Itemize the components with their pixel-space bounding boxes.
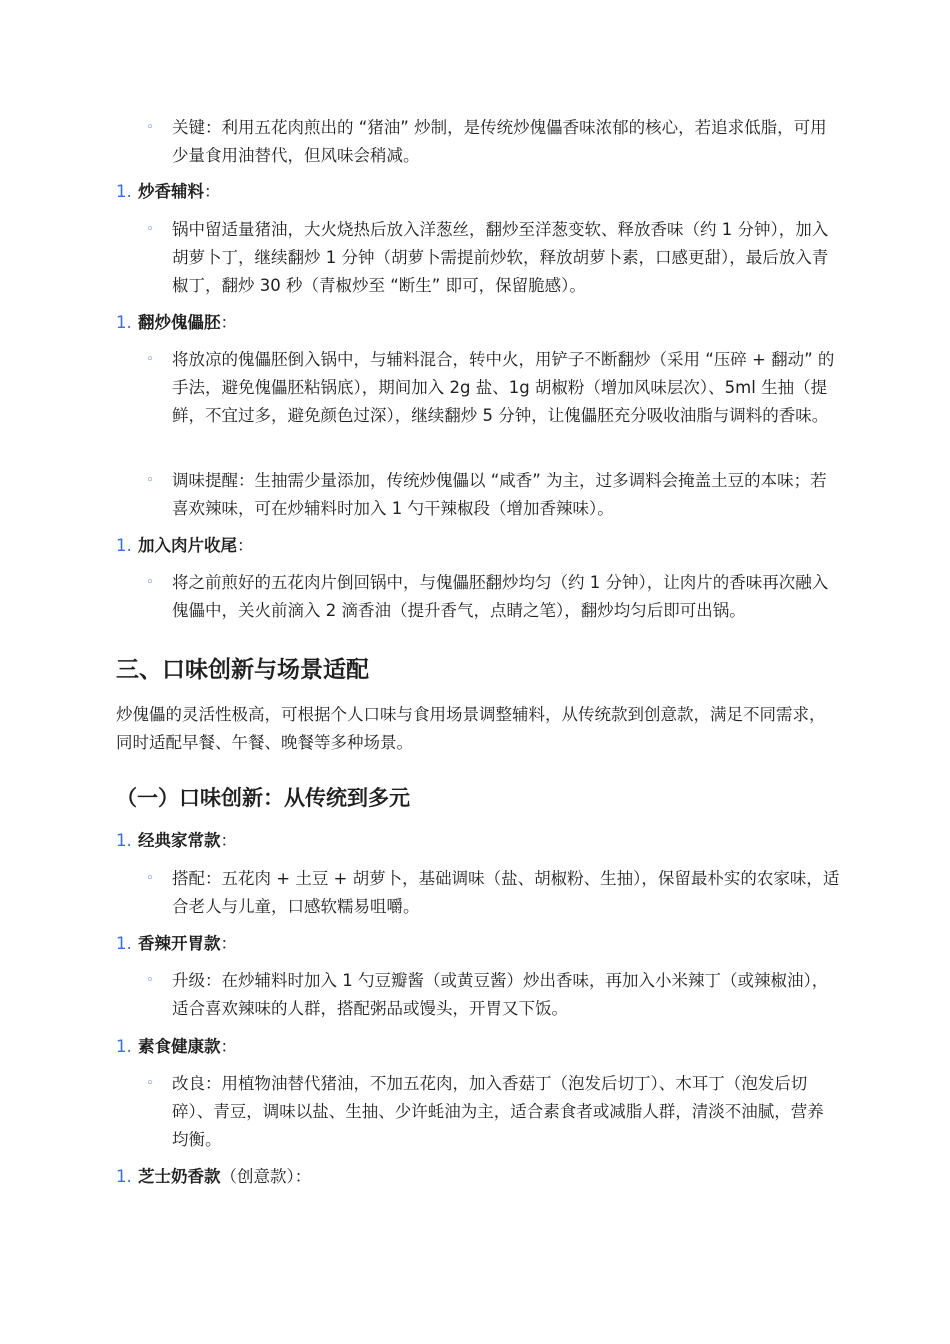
list-item-suffix: ： <box>220 831 237 850</box>
list-item <box>138 178 221 206</box>
bullet-icon: ◦ <box>146 871 154 886</box>
list-number: 1. <box>116 1037 132 1056</box>
list-item-title: 炒香辅料 <box>138 182 204 201</box>
list-number: 1. <box>116 934 132 953</box>
sub-bullet-text: 改良：用植物油替代猪油，不加五花肉，加入香菇丁（泡发后切丁）、木耳丁（泡发后切碎）、青豆，调味以盐、生抽、少许蚝油为主，适合素食者或减脂人群，清淡不油腻，营养均衡。 <box>172 1074 824 1149</box>
list-item-title: 芝士奶香款 <box>138 1167 221 1186</box>
list-item <box>138 309 237 337</box>
sub-bullet-text: 将放凉的傀儡胚倒入锅中，与辅料混合，转中火，用铲子不断翻炒（采用 “压碎 + 翻动” 的手法，避免傀儡胚粘锅底），期间加入 2g 盐、1g 胡椒粉（增加风味层次）、5ml 生抽（提鲜，不宜过多，避免颜色过深），继续翻炒 5 分钟，让傀儡胚充分吸收油脂与调料的香味。 <box>172 350 835 425</box>
list-item <box>138 1033 237 1061</box>
list-number: 1. <box>116 1167 132 1186</box>
list-item-suffix: （创意款）： <box>220 1167 312 1186</box>
bullet-icon: ◦ <box>146 1076 154 1091</box>
list-item-suffix: ： <box>220 313 237 332</box>
list-number: 1. <box>116 536 132 555</box>
list-item-title: 经典家常款 <box>138 831 221 850</box>
list-number: 1. <box>116 182 132 201</box>
list-item-suffix: ： <box>237 536 254 555</box>
list-item <box>138 827 237 855</box>
section-heading: 三、口味创新与场景适配 <box>116 657 369 683</box>
list-item <box>138 930 237 958</box>
list-number: 1. <box>116 831 132 850</box>
bullet-icon: ◦ <box>146 222 154 237</box>
list-item-suffix: ： <box>220 934 237 953</box>
bullet-icon: ◦ <box>146 120 154 135</box>
sub-bullet-text: 锅中留适量猪油，大火烧热后放入洋葱丝，翻炒至洋葱变软、释放香味（约 1 分钟），加入胡萝卜丁，继续翻炒 1 分钟（胡萝卜需提前炒软，释放胡萝卜素，口感更甜），最后放入青椒丁，翻炒 30 秒（青椒炒至 “断生” 即可，保留脆感）。 <box>172 220 829 295</box>
list-item-title: 加入肉片收尾 <box>138 536 237 555</box>
section-paragraph: 炒傀儡的灵活性极高，可根据个人口味与食用场景调整辅料，从传统款到创意款，满足不同需求，同时适配早餐、午餐、晚餐等多种场景。 <box>116 705 826 752</box>
subsection-heading: （一）口味创新：从传统到多元 <box>116 786 410 810</box>
sub-bullet-text: 搭配：五花肉 + 土豆 + 胡萝卜，基础调味（盐、胡椒粉、生抽），保留最朴实的农家味，适合老人与儿童，口感软糯易咀嚼。 <box>172 869 840 916</box>
list-item <box>138 1163 311 1191</box>
bullet-icon: ◦ <box>146 473 154 488</box>
sub-bullet-text: 将之前煎好的五花肉片倒回锅中，与傀儡胚翻炒均匀（约 1 分钟），让肉片的香味再次融入傀儡中，关火前滴入 2 滴香油（提升香气，点睛之笔），翻炒均匀后即可出锅。 <box>172 573 829 620</box>
bullet-icon: ◦ <box>146 973 154 988</box>
list-item <box>138 532 254 560</box>
sub-bullet-text: 关键：利用五花肉煎出的 “猪油” 炒制，是传统炒傀儡香味浓郁的核心，若追求低脂，可用少量食用油替代，但风味会稍减。 <box>172 118 827 165</box>
list-item-title: 素食健康款 <box>138 1037 221 1056</box>
list-item-title: 香辣开胃款 <box>138 934 221 953</box>
list-item-suffix: ： <box>204 182 221 201</box>
bullet-icon: ◦ <box>146 575 154 590</box>
sub-bullet-text: 升级：在炒辅料时加入 1 勺豆瓣酱（或黄豆酱）炒出香味，再加入小米辣丁（或辣椒油），适合喜欢辣味的人群，搭配粥品或馒头，开胃又下饭。 <box>172 971 829 1018</box>
list-number: 1. <box>116 313 132 332</box>
list-item-title: 翻炒傀儡胚 <box>138 313 221 332</box>
list-item-suffix: ： <box>220 1037 237 1056</box>
sub-bullet-text: 调味提醒：生抽需少量添加，传统炒傀儡以 “咸香” 为主，过多调料会掩盖土豆的本味；若喜欢辣味，可在炒辅料时加入 1 勺干辣椒段（增加香辣味）。 <box>172 471 827 518</box>
bullet-icon: ◦ <box>146 352 154 367</box>
